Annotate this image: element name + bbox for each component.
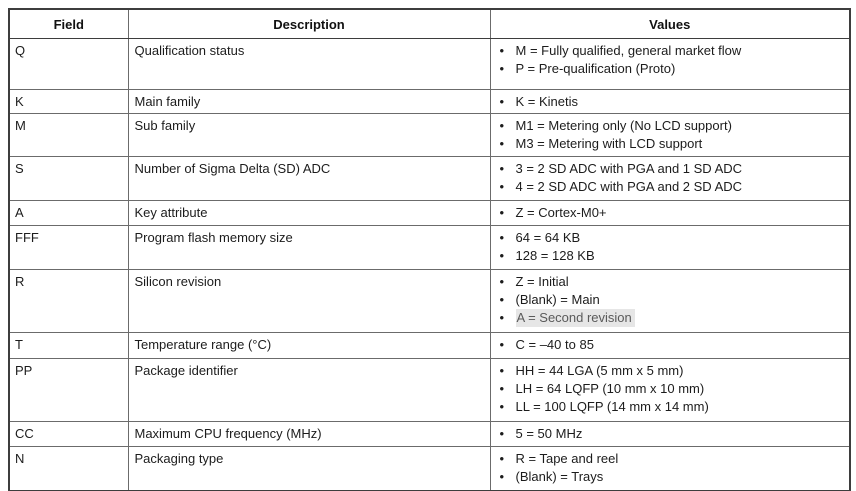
value-text: 5 = 50 MHz: [515, 426, 583, 441]
bullet-icon: •: [499, 274, 505, 289]
table-row: [9, 422, 850, 447]
values-cell: [490, 157, 850, 201]
value-line: [500, 247, 846, 265]
value-text: Z = Cortex-M0+: [515, 205, 607, 220]
bullet-icon: •: [499, 337, 505, 352]
table-row: [9, 39, 850, 90]
value-line: [500, 178, 846, 196]
value-text: HH = 44 LGA (5 mm x 5 mm): [515, 363, 684, 378]
bullet-icon: •: [499, 363, 505, 378]
table-row: [9, 226, 850, 270]
bullet-icon: •: [499, 43, 505, 58]
bullet-icon: •: [499, 230, 505, 245]
field-cell: FFF: [9, 226, 128, 270]
value-line: [500, 60, 846, 78]
value-line: [500, 117, 846, 135]
values-cell: [490, 359, 850, 422]
table-row: [9, 201, 850, 226]
bullet-icon: •: [499, 61, 505, 76]
table-row: [9, 359, 850, 422]
values-cell: [490, 422, 850, 447]
table-body: [9, 39, 850, 491]
values-cell: [490, 39, 850, 90]
bullet-icon: •: [499, 310, 505, 325]
value-text: Z = Initial: [515, 274, 569, 289]
value-text: 4 = 2 SD ADC with PGA and 2 SD ADC: [515, 179, 743, 194]
field-cell: Q: [9, 39, 128, 90]
value-line: [500, 291, 846, 309]
value-text: M1 = Metering only (No LCD support): [515, 118, 732, 133]
description-cell: Main family: [128, 90, 490, 114]
values-cell: [490, 90, 850, 114]
value-text: LL = 100 LQFP (14 mm x 14 mm): [515, 399, 709, 414]
value-text-highlighted: A = Second revision: [516, 309, 635, 327]
table-row: [9, 270, 850, 333]
bullet-icon: •: [499, 451, 505, 466]
table-row: [9, 90, 850, 114]
value-line: [500, 380, 846, 398]
description-cell: Number of Sigma Delta (SD) ADC: [128, 157, 490, 201]
value-text: 128 = 128 KB: [515, 248, 595, 263]
value-text: (Blank) = Main: [515, 292, 600, 307]
description-cell: Temperature range (°C): [128, 333, 490, 359]
field-cell: R: [9, 270, 128, 333]
table-row: [9, 157, 850, 201]
field-cell: K: [9, 90, 128, 114]
description-cell: Packaging type: [128, 447, 490, 491]
value-line: [500, 93, 846, 111]
bullet-icon: •: [499, 161, 505, 176]
value-line: [500, 309, 846, 327]
value-text: M = Fully qualified, general market flow: [515, 43, 742, 58]
values-cell: [490, 226, 850, 270]
bullet-icon: •: [499, 292, 505, 307]
value-text: LH = 64 LQFP (10 mm x 10 mm): [515, 381, 705, 396]
value-line: [500, 42, 846, 60]
bullet-icon: •: [499, 94, 505, 109]
value-text: 3 = 2 SD ADC with PGA and 1 SD ADC: [515, 161, 743, 176]
bullet-icon: •: [499, 136, 505, 151]
value-line: [500, 135, 846, 153]
value-line: [500, 336, 846, 354]
values-cell: [490, 447, 850, 491]
description-cell: Key attribute: [128, 201, 490, 226]
bullet-icon: •: [499, 426, 505, 441]
table-row: [9, 333, 850, 359]
value-text: C = –40 to 85: [515, 337, 594, 352]
value-line: [500, 425, 846, 443]
part-number-fields-table: [8, 8, 851, 491]
field-cell: S: [9, 157, 128, 201]
table-row: [9, 447, 850, 491]
field-cell: T: [9, 333, 128, 359]
description-cell: Qualification status: [128, 39, 490, 90]
bullet-icon: •: [499, 381, 505, 396]
value-line: [500, 362, 846, 380]
value-line: [500, 468, 846, 486]
bullet-icon: •: [499, 179, 505, 194]
header-cell-field: Field: [9, 9, 128, 39]
description-cell: Silicon revision: [128, 270, 490, 333]
table-header-row: [9, 9, 850, 39]
bullet-icon: •: [499, 399, 505, 414]
bullet-icon: •: [499, 205, 505, 220]
header-cell-values: Values: [490, 9, 850, 39]
field-cell: A: [9, 201, 128, 226]
value-text: P = Pre-qualification (Proto): [515, 61, 676, 76]
bullet-icon: •: [499, 248, 505, 263]
value-line: [500, 273, 846, 291]
value-text: M3 = Metering with LCD support: [515, 136, 703, 151]
field-cell: N: [9, 447, 128, 491]
value-text: (Blank) = Trays: [515, 469, 604, 484]
value-line: [500, 398, 846, 416]
values-cell: [490, 270, 850, 333]
value-line: [500, 160, 846, 178]
header-cell-description: Description: [128, 9, 490, 39]
description-cell: Program flash memory size: [128, 226, 490, 270]
value-line: [500, 204, 846, 222]
values-cell: [490, 201, 850, 226]
description-cell: Sub family: [128, 114, 490, 157]
description-cell: Maximum CPU frequency (MHz): [128, 422, 490, 447]
value-line: [500, 229, 846, 247]
value-text: 64 = 64 KB: [515, 230, 581, 245]
value-line: [500, 450, 846, 468]
value-text: R = Tape and reel: [515, 451, 619, 466]
bullet-icon: •: [499, 469, 505, 484]
field-cell: M: [9, 114, 128, 157]
field-cell: PP: [9, 359, 128, 422]
values-cell: [490, 114, 850, 157]
bullet-icon: •: [499, 118, 505, 133]
description-cell: Package identifier: [128, 359, 490, 422]
value-text: K = Kinetis: [515, 94, 579, 109]
values-cell: [490, 333, 850, 359]
table-row: [9, 114, 850, 157]
field-cell: CC: [9, 422, 128, 447]
